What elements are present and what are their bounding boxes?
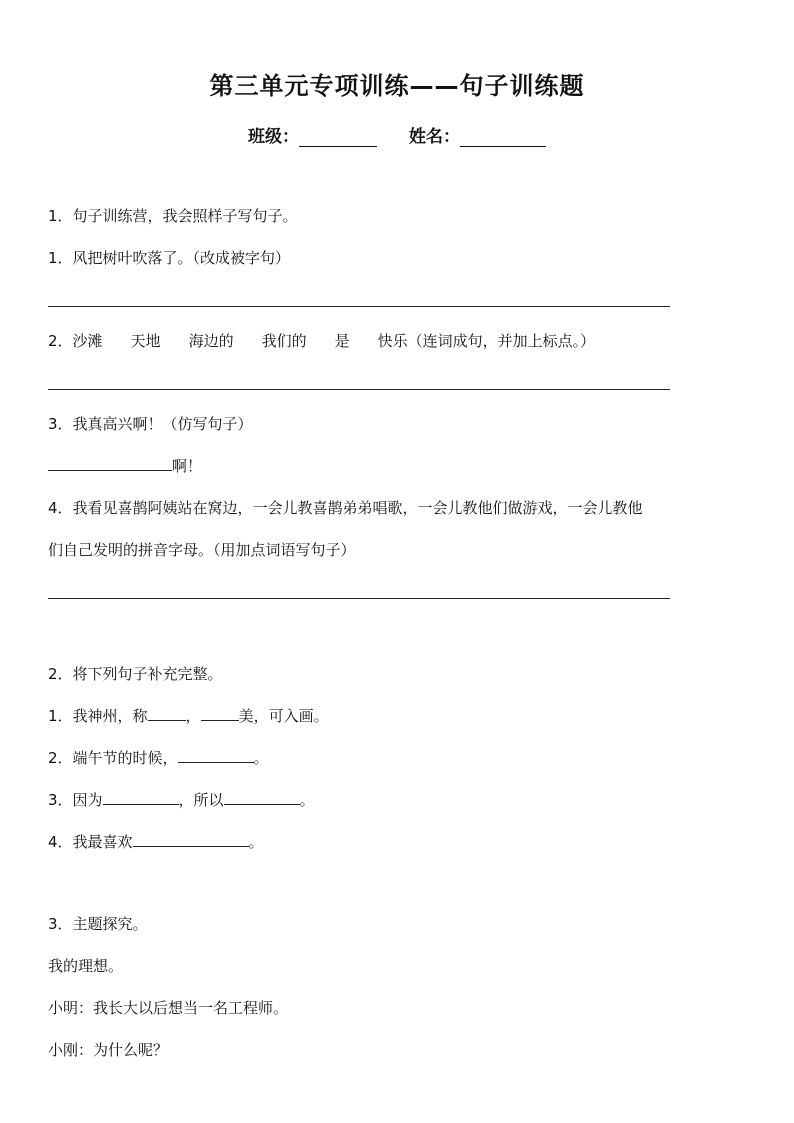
text: 。 (248, 833, 264, 851)
section3-line-2: 小明：我长大以后想当一名工程师。 (48, 999, 289, 1017)
class-blank[interactable] (299, 130, 377, 147)
fill-blank[interactable] (178, 748, 254, 763)
fill-blank[interactable] (224, 790, 300, 805)
section1-question-2 (48, 330, 595, 352)
section1-question-3: 3．我真高兴啊！（仿写句子） (48, 415, 253, 433)
section3-heading: 3．主题探究。 (48, 915, 148, 933)
section1-heading: 1．句子训练营，我会照样子写句子。 (48, 207, 298, 225)
answer-line-2[interactable] (48, 389, 670, 390)
section2-question-4 (48, 831, 264, 853)
text: 4．我最喜欢 (48, 833, 133, 851)
text: 1．我神州，称 (48, 707, 148, 725)
word-2: 天地 (130, 332, 161, 350)
section1-question-3-answer (48, 455, 202, 477)
section2-question-2 (48, 747, 269, 769)
answer-line-4[interactable] (48, 598, 670, 599)
word-3: 海边的 (188, 332, 234, 350)
student-info (0, 122, 794, 147)
section2-heading: 2．将下列句子补充完整。 (48, 665, 223, 683)
name-label: 姓名： (409, 127, 460, 147)
fill-blank[interactable] (133, 832, 249, 847)
section1-question-1: 1．风把树叶吹落了。（改成被字句） (48, 249, 291, 267)
text: ，所以 (178, 791, 224, 809)
section2-question-3 (48, 789, 315, 811)
text: 美，可入画。 (238, 707, 329, 725)
answer-line-1[interactable] (48, 306, 670, 307)
name-blank[interactable] (460, 130, 546, 147)
section1-question-4-line2: 们自己发明的拼音字母。（用加点词语写句子） (48, 541, 356, 559)
fill-tail: 啊！ (172, 457, 203, 475)
name-field (409, 122, 546, 147)
class-label: 班级： (248, 127, 299, 147)
fill-blank[interactable] (148, 706, 186, 721)
word-5: 是 (334, 332, 350, 350)
text: 3．因为 (48, 791, 103, 809)
word-1: 2．沙滩 (48, 332, 103, 350)
text: ， (185, 707, 201, 725)
section2-question-1 (48, 705, 329, 727)
section1-question-4-line1: 4．我看见喜鹊阿姨站在窝边，一会儿教喜鹊弟弟唱歌，一会儿教他们做游戏，一会儿教他 (48, 499, 643, 517)
text: 。 (253, 749, 269, 767)
text: 。 (299, 791, 315, 809)
fill-blank[interactable] (103, 790, 179, 805)
section3-line-1: 我的理想。 (48, 957, 124, 975)
section3-line-3: 小刚：为什么呢？ (48, 1041, 169, 1059)
page-title: 第三单元专项训练——句子训练题 (209, 72, 585, 100)
word-6: 快乐（连词成句，并加上标点。） (377, 332, 596, 350)
word-4: 我们的 (261, 332, 307, 350)
text: 2．端午节的时候， (48, 749, 178, 767)
fill-blank[interactable] (201, 706, 239, 721)
fill-blank[interactable] (48, 456, 172, 471)
class-field (248, 122, 377, 147)
